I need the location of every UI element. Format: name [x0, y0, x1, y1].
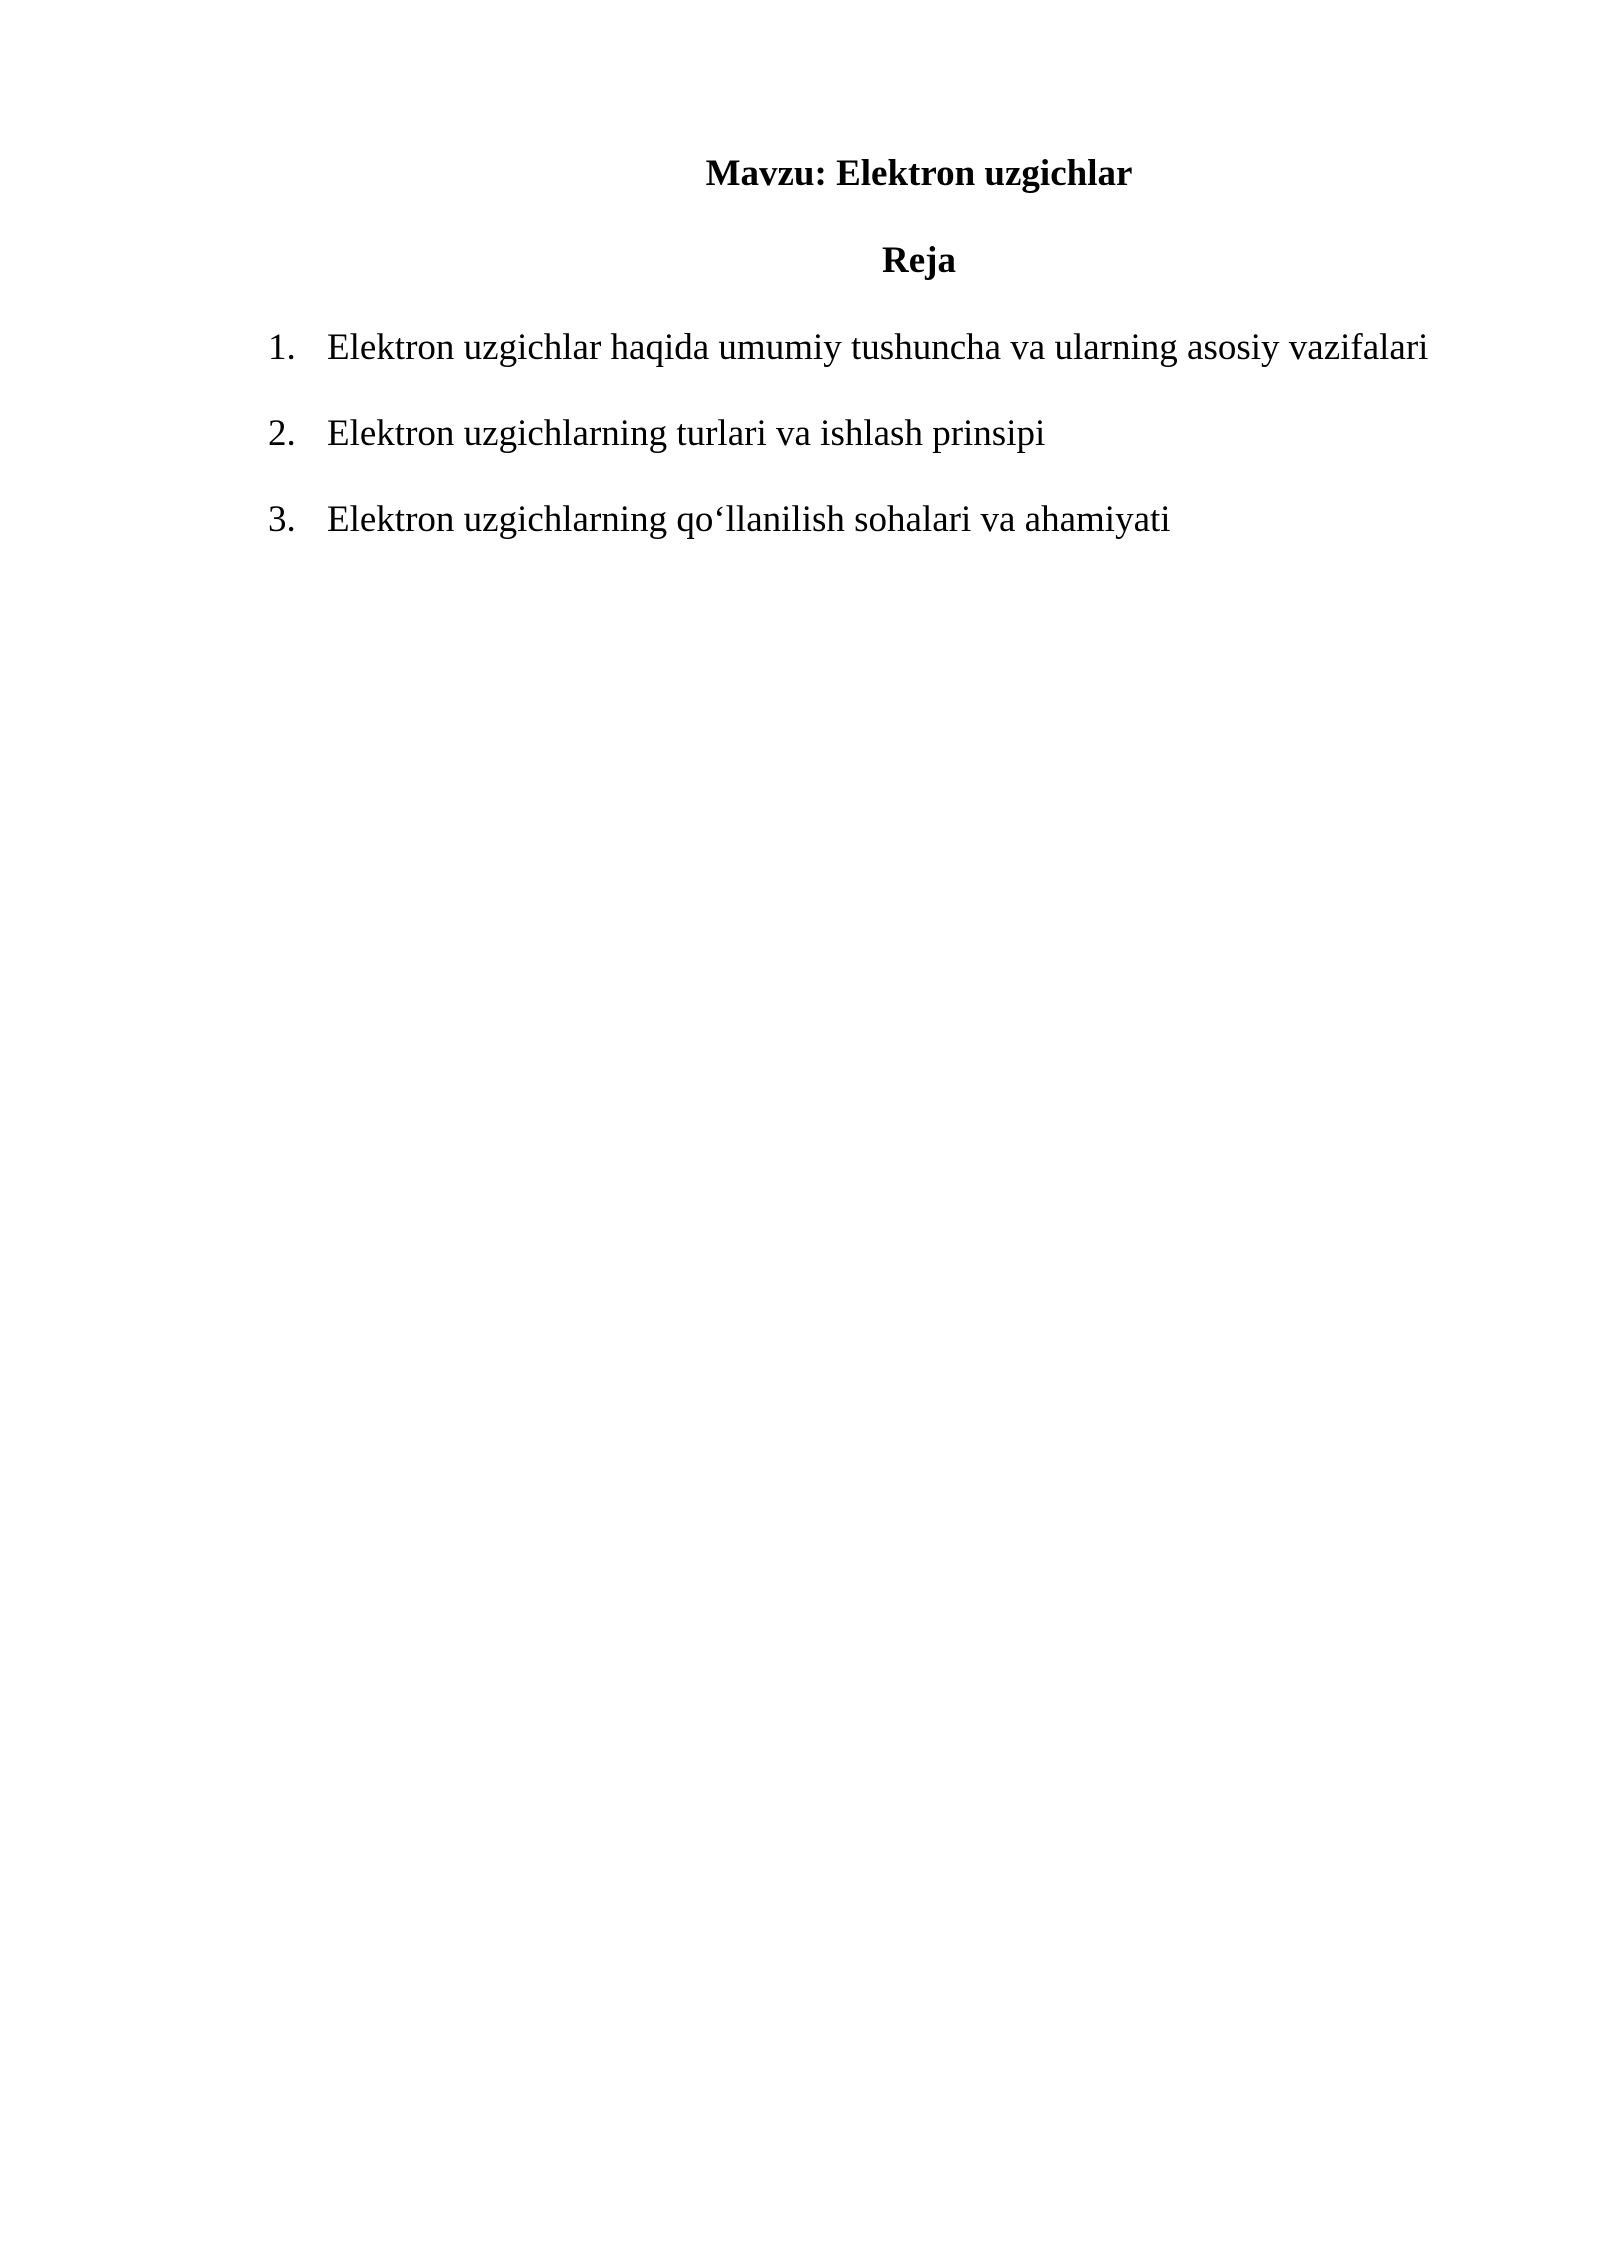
plan-item-text: Elektron uzgichlar haqida umumiy tushuncha va ularning asosiy vazifalari — [327, 327, 1429, 368]
document-title: Mavzu: Elektron uzgichlar — [705, 153, 1133, 194]
plan-item-text: Elektron uzgichlarning turlari va ishlash prinsipi — [327, 413, 1046, 454]
plan-item-number: 1. — [268, 327, 296, 368]
plan-list — [268, 322, 1570, 580]
plan-item-text: Elektron uzgichlarning qo‘llanilish sohalari va ahamiyati — [327, 499, 1171, 540]
plan-item-number: 3. — [268, 499, 296, 540]
plan-item — [268, 494, 1570, 580]
plan-item — [268, 408, 1570, 494]
plan-heading: Reja — [882, 240, 956, 281]
plan-item — [268, 322, 1570, 408]
plan-item-number: 2. — [268, 413, 296, 454]
